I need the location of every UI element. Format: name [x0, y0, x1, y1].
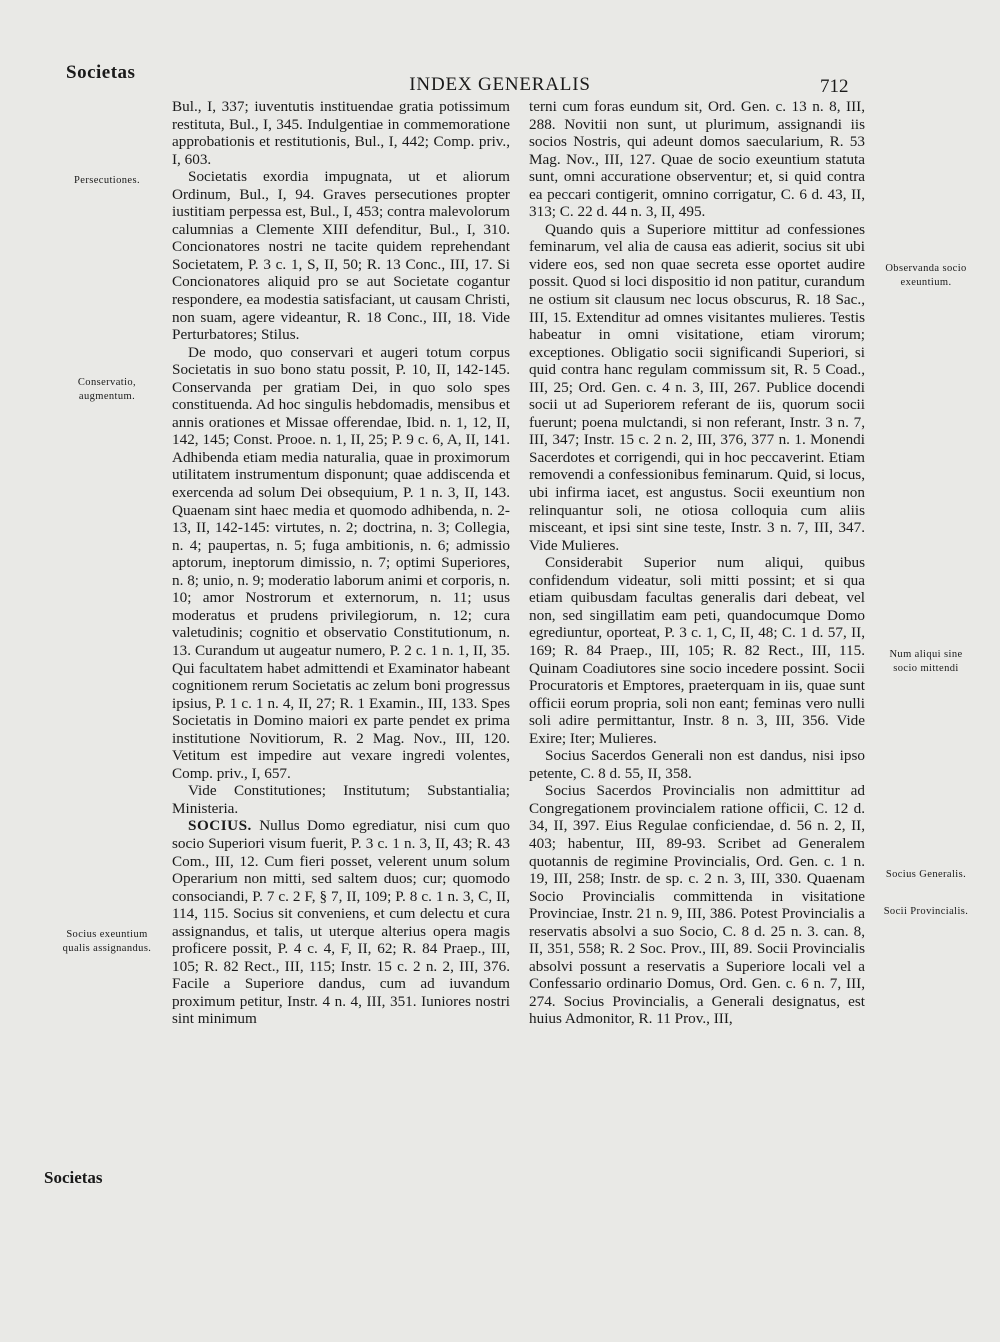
- marginal-note-persecutiones: Persecutiones.: [74, 175, 140, 186]
- paragraph: Societatis exordia impugnata, ut et aliorum Ordinum, Bul., I, 94. Graves persecutiones propter iustitiam perpessa est, Bul., I, 453; contra malevolorum calumnias a Clemente XIII defenditur, Bul., I, 310. Concionatores nostri ne tacite quidem reprehendant Societatem, P. 3 c. 1, S, II, 50; R. 13 Conc., III, 17. Si Concionatores aliquid pro se aut Societate cogantur respondere, ea modestia satisfaciant, ut causam Christi, non suam, agere videantur, R. 18 Conc., III, 18. Vide Perturbatores; Stilus.: [172, 168, 510, 344]
- marginal-note-socii-provincialis: Socii Provincialis.: [883, 906, 969, 917]
- socius-text: Nullus Domo egrediatur, nisi cum quo socio Superiori visum fuerit, P. 3 c. 1 n. 3, II, 43; R. 43 Com., III, 12. Cum fieri posset, velerent unum solum Operarium non mitti, sed saltem duos; cur; quomodo consociandi, P. 7 c. 2 F, § 7, II, 109; P. 8 c. 1 n. 3, C, II, 114, 115. Socius sit conveniens, et cum delectu et cura assignandus, et talis, ut uterque alterius opera magis proficere possit, P. 4 c. 4, F, II, 62; R. 84 Praep., III, 105; R. 82 Rect., III, 115; Instr. 15 c. 2 n. 2, III, 376. Facile a Superiore dandus, cum ad iuvandum proximum petitur, Instr. 4 n. 4, III, 351. Iuniores nostri sint minimum: [172, 817, 510, 1028]
- paragraph: Quando quis a Superiore mittitur ad confessiones feminarum, vel alia de causa eas adierit, socius sit ubi videre eos, sed non quae secreta esse oportet audire possit. Quod si loci dispositio id non patitur, curandum ne ostium sit clausum nec locus obscurus, R. 18 Sac., III, 15. Extenditur ad omnes visitantes mulieres. Testis habeatur in omni visitatione, etiam virorum; exceptiones. Obligatio socii significandi Superiori, si quid contra hanc regulam commissum sit, R. 5 Coad., III, 25; Ord. Gen. c. 4 n. 3, III, 267. Publice docendi socii ut ad Superiorem referant de iis, quorum socii fuerunt; poena mulctandi, si non referant, Instr. 3 n. 7, III, 347; Instr. 15 c. 2 n. 2, III, 376, 377 n. 1. Monendi Sacerdotes et corrigendi, qui in hoc peccaverint. Etiam removendi a confessionibus feminarum. Quid, si locus, ubi infirma iacet, est angustus. Socii exeuntium non relinquantur soli, ne otiosa colloquia cum aliis misceant, et ipsi sint sine teste, Instr. 3 n. 7, III, 347. Vide Mulieres.: [529, 220, 865, 554]
- paragraph: terni cum foras eundum sit, Ord. Gen. c. 13 n. 8, III, 288. Novitii non sunt, ut plurimum, assignandi iis socios Nostris, qui adeunt domos saecularium, R. 53 Mag. Nov., III, 127. Quae de socio exeuntium statuta sunt, omni accuratione observentur; et, si quid contra ea peccari contigerit, omnino corrigatur, C. 6 d. 43, II, 313; C. 22 d. 44 n. 3, II, 495.: [529, 98, 865, 221]
- paragraph: Vide Constitutiones; Institutum; Substantialia; Ministeria.: [172, 782, 510, 817]
- paragraph: Bul., I, 337; iuventutis instituendae gratia potissimum restituta, Bul., I, 345. Indulgentiae in commemoratione approbationis et restitutionis, Bul., I, 442; Comp. priv., I, 603.: [172, 98, 510, 168]
- page-number: 712: [820, 76, 849, 97]
- page-title: INDEX GENERALIS: [409, 74, 591, 95]
- marginal-note-observanda: Observanda socio exeuntium.: [885, 263, 967, 288]
- socius-heading: SOCIUS.: [188, 817, 252, 835]
- paragraph: Socius Sacerdos Generali non est dandus, nisi ipso petente, C. 8 d. 55, II, 358.: [529, 747, 865, 782]
- marginal-note-socius-exeuntium: Socius exeuntium qualis assignandus.: [62, 929, 152, 954]
- running-head: Societas: [66, 62, 136, 83]
- marginal-note-conservatio: Conservatio, augmentum.: [77, 377, 137, 402]
- socius-entry: [172, 817, 510, 1028]
- paragraph: Socius Sacerdos Provincialis non admittitur ad Congregationem provincialem ratione officii, C. 12 d. 34, II, 397. Eius Regulae conficiendae, d. 56 n. 2, II, 403; habentur, III, 89-93. Scribet ad Generalem quotannis de regimine Provincialis, Ord. Gen. c. 1 n. 19, III, 258; Instr. de sp. c. 2 n. 3, III, 330. Quaenam Socio Provincialis committenda in visitatione Provinciae, Instr. 21 n. 9, III, 386. Potest Provincialis a reservatis absolvi a suo Socio, C. 8 d. 25 n. 3. can. 8, II, 351, 558; R. 2 Soc. Prov., III, 89. Socii Provincialis absolvi possunt a reservatis a Superiore locali vel a Confessario ordinario Domus, Ord. Gen. c. 6 n. 7, III, 274. Socius Provincialis, a Generali designatus, est huius Admonitor, R. 11 Prov., III,: [529, 782, 865, 1028]
- left-text-column: [172, 98, 510, 1028]
- marginal-note-socius-generalis: Socius Generalis.: [885, 869, 967, 880]
- marginal-note-num-aliqui: Num aliqui sine socio mittendi: [889, 649, 963, 674]
- right-text-column: [529, 98, 865, 1028]
- paragraph: Considerabit Superior num aliqui, quibus confidendum videatur, soli mitti possint; et si qua etiam quibusdam facultas generalis dari debeat, vel non, sed singillatim eam peti, quandocumque Domo egrediuntur, oporteat, P. 3 c. 1, C, II, 48; C. 1 d. 57, II, 169; R. 84 Praep., III, 105; R. 82 Rect., III, 115. Quinam Coadiutores sine socio incedere possint. Socii Procuratoris et Emptores, praeterquam in iis, quae sunt officii eorum propria, soli non eant; feminas vero nulli soli adire permittantur, Instr. 8 n. 3, III, 356. Vide Exire; Iter; Mulieres.: [529, 554, 865, 747]
- paragraph: De modo, quo conservari et augeri totum corpus Societatis in suo bono statu possit, P. 10, II, 142-145. Conservanda per gratiam Dei, in quo solo spes constituenda. Ad hoc singulis hebdomadis, mensibus et annis orationes et Missae offerendae, Ibid. n. 1, 12, II, 142, 145; Const. Prooe. n. 1, II, 25; P. 9 c. 6, A, II, 141. Adhibenda etiam media naturalia, quae in proximorum utilitatem instrumentum disponunt; quae addiscenda et exercenda ad solum Dei obsequium, P. 1 n. 3, II, 143. Quaenam sint haec media et quomodo adhibenda, n. 2-13, II, 142-145: virtutes, n. 2; doctrina, n. 3; Collegia, n. 4; paupertas, n. 5; fuga ambitionis, n. 6; admissio aptorum, ineptorum dimissio, n. 7; optimi Superiores, n. 8; unio, n. 9; moderatio laborum animi et corporis, n. 10; amor Nostrorum et externorum, n. 11; usus moderatus et prudens privilegiorum, n. 12; cura valetudinis; cognitio et observatio Constitutionum, n. 13. Curandum ut augeatur numero, P. 2 c. 1 n. 1, II, 35. Qui facultatem habet admittendi et Examinator habeant cognitionem rerum Societatis ac zelum boni progressus ipsius, P. 1 c. 1 n. 4, II, 27; R. 1 Examin., III, 133. Spes Societatis in Domino maiori ex parte pendet ex prima institutione Novitiorum, R. 2 Mag. Nov., III, 120. Vetitum est impedire aut vexare ingredi volentes, Comp. priv., I, 657.: [172, 343, 510, 782]
- catchword: Societas: [44, 1168, 103, 1187]
